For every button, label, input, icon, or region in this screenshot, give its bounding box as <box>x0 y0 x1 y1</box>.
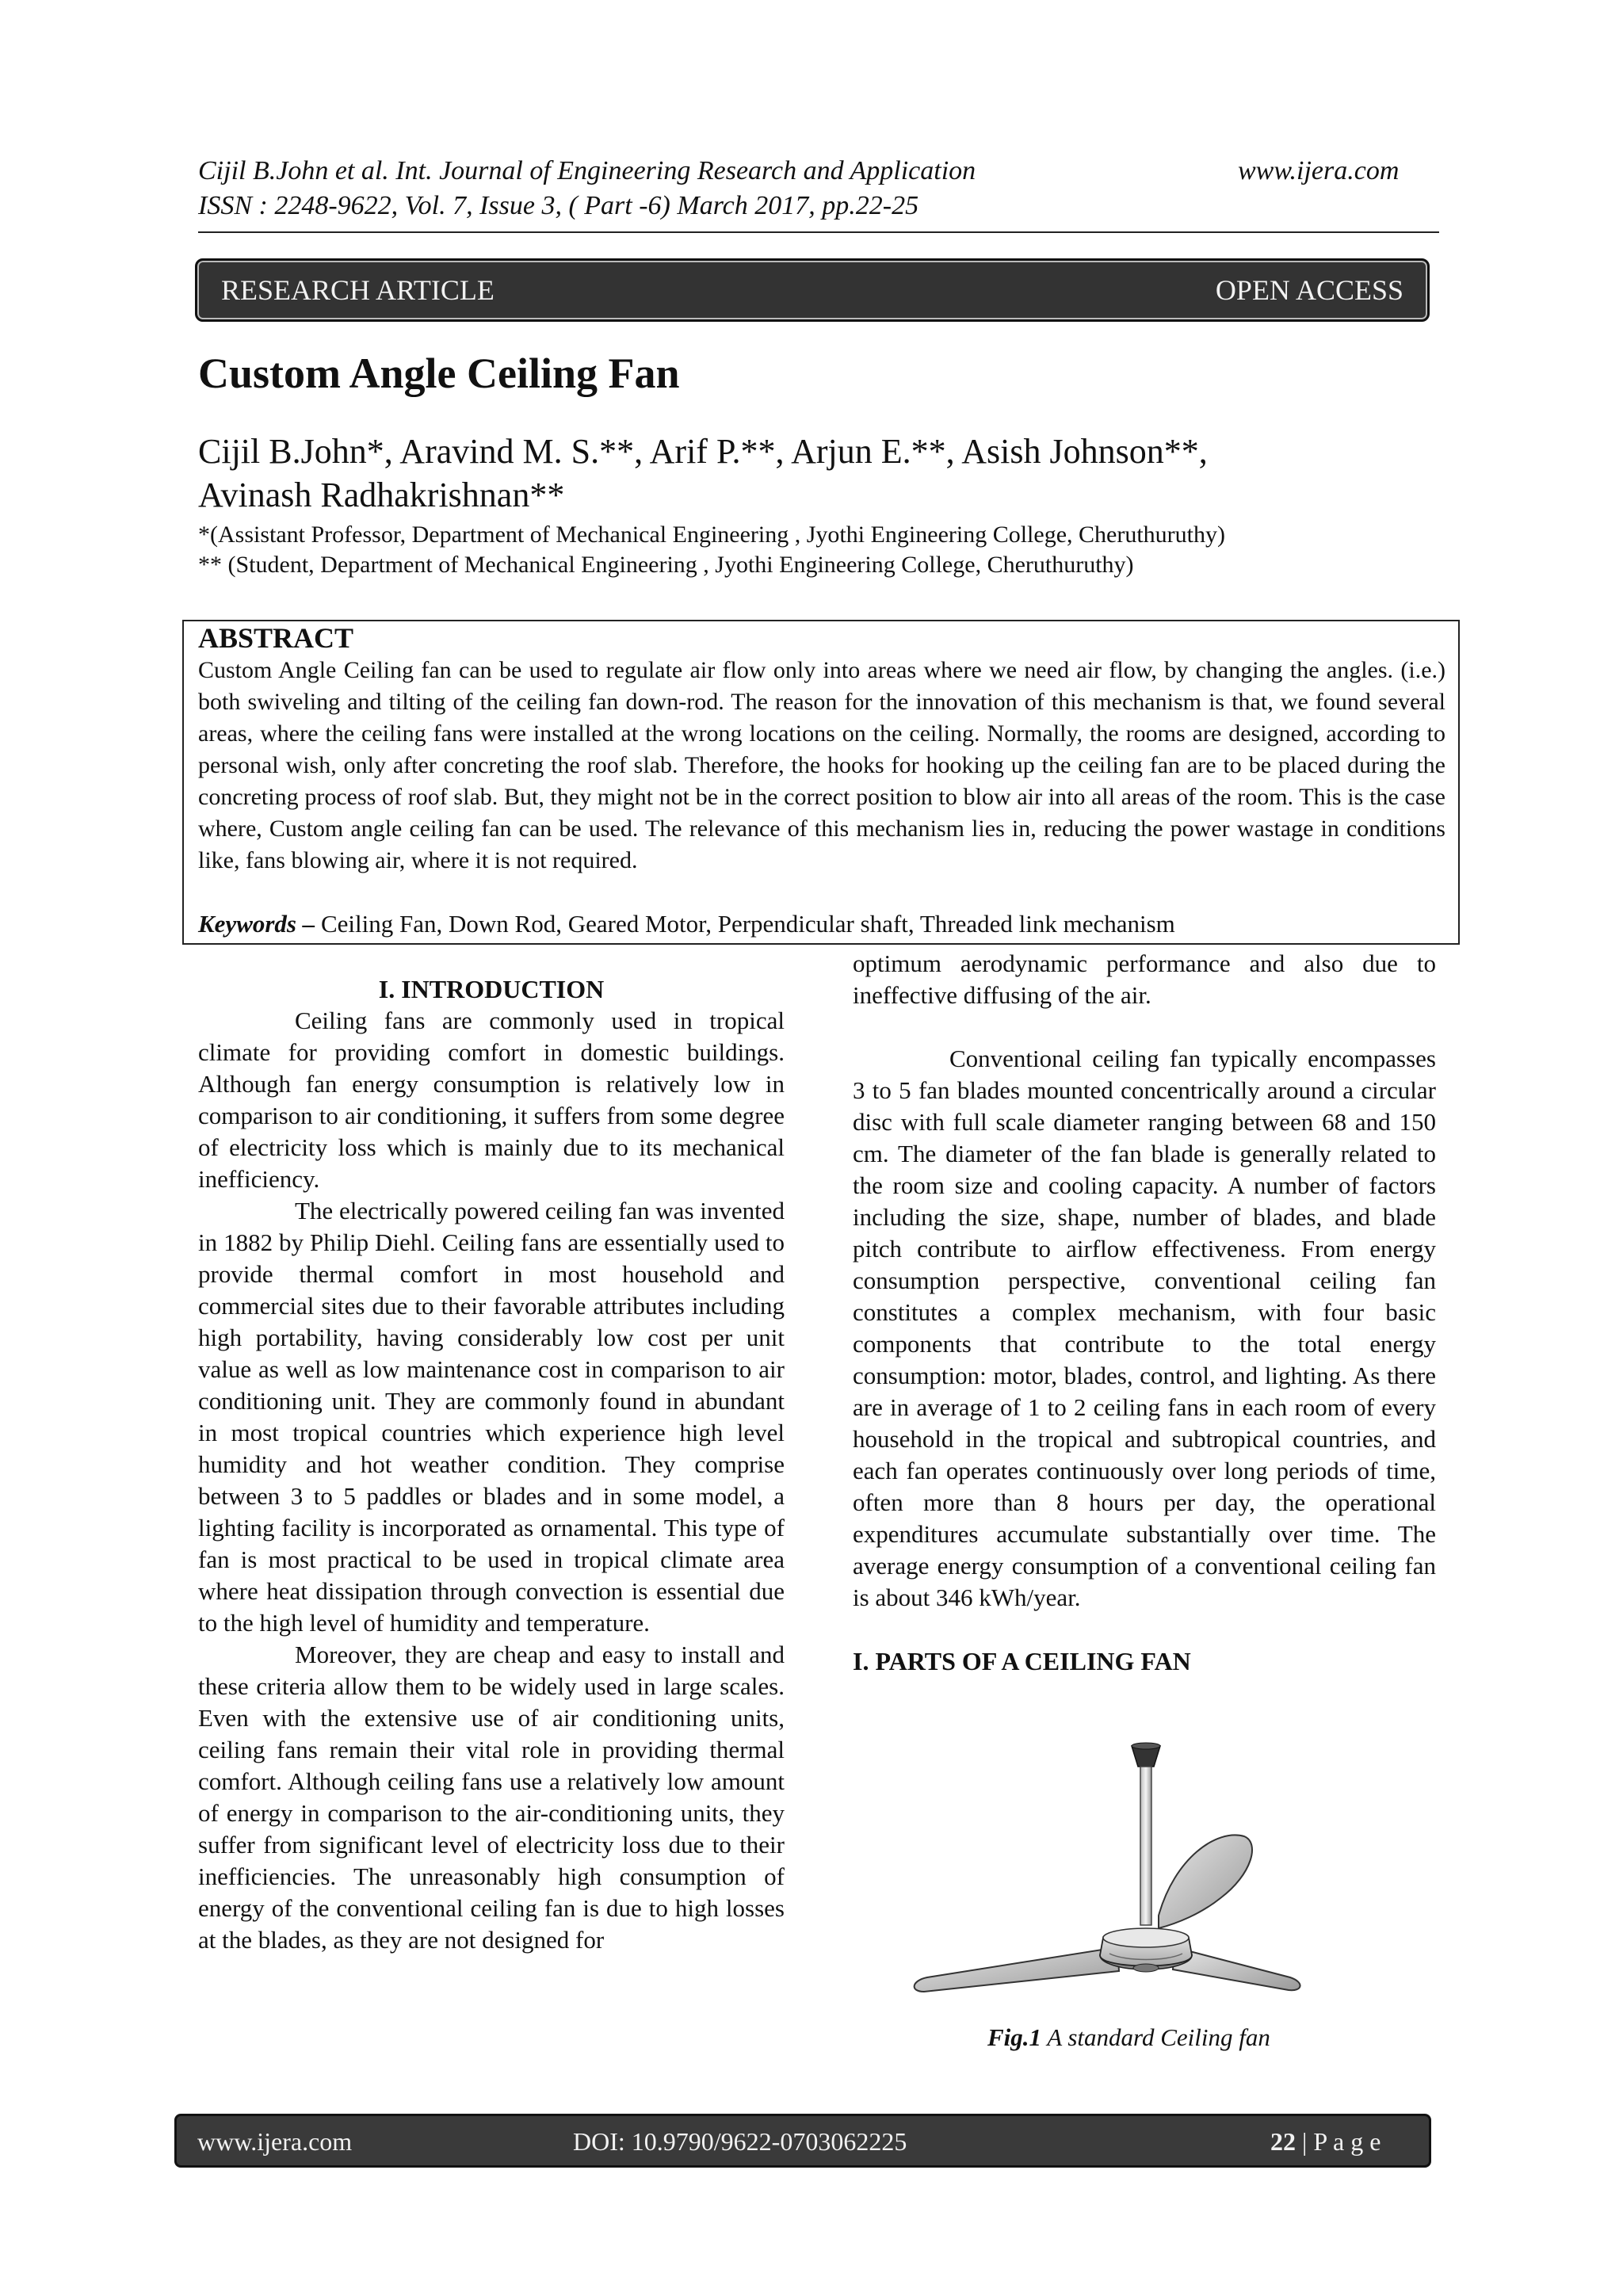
author-list <box>198 430 1208 517</box>
issn-line: ISSN : 2248-9622, Vol. 7, Issue 3, ( Part -6) March 2017, pp.22-25 <box>198 191 919 220</box>
ceiling-fan-illustration <box>896 1740 1308 2009</box>
abstract-heading: ABSTRACT <box>198 622 354 654</box>
right-continuation: optimum aerodynamic performance and also due to ineffective diffusing of the air. <box>853 949 1436 1009</box>
intro-paragraph-1: Ceiling fans are commonly used in tropical climate for providing comfort in domestic buildings. Although fan energy consumption is relatively low in comparison to air conditioning, it suffers from some degree of electricity loss which is mainly due to its mechanical inefficiency. <box>198 1007 785 1193</box>
footer-page <box>1270 2127 1381 2157</box>
page-suffix: | P a g e <box>1296 2127 1381 2156</box>
footer-website[interactable]: www.ijera.com <box>197 2127 353 2156</box>
research-article-label: RESEARCH ARTICLE <box>221 274 495 306</box>
abstract-text: Custom Angle Ceiling fan can be used to regulate air flow only into areas where we need air flow, by changing the angles. (i.e.) both swiveling and tilting of the ceiling fan down-rod. The reason for the innovation of this mechanism is that, we found several areas, where the ceiling fans were installed at the wrong locations on the ceiling. Normally, the rooms are designed, according to personal wish, only after concreting the roof slab. Therefore, the hooks for hooking up the ceiling fan are to be placed during the concreting process of roof slab. But, they might not be in the correct position to blow air into all areas of the room. This is the case where, Custom angle ceiling fan can be used. The relevance of this mechanism lies in, reducing the power wastage in conditions like, fans blowing air, where it is not required. <box>198 657 1445 873</box>
keywords <box>198 910 1175 938</box>
journal-citation: Cijil B.John et al. Int. Journal of Engineering Research and Application <box>198 156 976 185</box>
journal-website[interactable]: www.ijera.com <box>1238 156 1400 185</box>
article-type-banner <box>195 258 1430 322</box>
right-column <box>853 948 1436 1677</box>
page-number: 22 <box>1270 2127 1296 2156</box>
parts-heading: I. PARTS OF A CEILING FAN <box>853 1647 1191 1675</box>
open-access-label: OPEN ACCESS <box>1215 274 1403 306</box>
keywords-text: Ceiling Fan, Down Rod, Geared Motor, Perpendicular shaft, Threaded link mechanism <box>315 910 1175 938</box>
introduction-heading: I. INTRODUCTION <box>378 975 605 1003</box>
author-line-2: Avinash Radhakrishnan** <box>198 476 565 514</box>
header-rule <box>198 231 1439 233</box>
keywords-label: Keywords – <box>198 910 315 938</box>
affiliation-2: ** (Student, Department of Mechanical Engineering , Jyothi Engineering College, Cheruthuruthy) <box>198 552 1134 578</box>
intro-paragraph-2: The electrically powered ceiling fan was invented in 1882 by Philip Diehl. Ceiling fans are essentially used to provide thermal comfort in most household and commercial sites due to their favorable attributes including high portability, having considerably low cost per unit value as well as low maintenance cost in comparison to air conditioning unit. They are commonly found in abundant in most tropical countries which experience high level humidity and hot weather condition. They comprise between 3 to 5 paddles or blades and in some model, a lighting facility is incorporated as ornamental. This type of fan is most practical to be used in tropical climate area where heat dissipation through convection is essential due to the high level of humidity and temperature. <box>198 1197 785 1637</box>
right-paragraph: Conventional ceiling fan typically encompasses 3 to 5 fan blades mounted concentrically around a circular disc with full scale diameter ranging between 68 and 150 cm. The diameter of the fan blade is generally related to the room size and cooling capacity. A number of factors including the size, shape, number of blades, and blade pitch contribute to airflow effectiveness. From energy consumption perspective, conventional ceiling fan constitutes a complex mechanism, with four basic components that contribute to the total energy consumption: motor, blades, control, and lighting. As there are in average of 1 to 2 ceiling fans in each room of every household in the tropical and subtropical countries, and each fan operates continuously over long periods of time, often more than 8 hours per day, the operational expenditures accumulate substantially over time. The average energy consumption of a conventional ceiling fan is about 346 kWh/year. <box>853 1045 1436 1611</box>
page-footer <box>174 2114 1431 2168</box>
affiliation-1: *(Assistant Professor, Department of Mechanical Engineering , Jyothi Engineering College, Cheruthuruthy) <box>198 521 1225 548</box>
footer-doi[interactable]: DOI: 10.9790/9622-0703062225 <box>573 2127 907 2156</box>
intro-paragraph-3: Moreover, they are cheap and easy to install and these criteria allow them to be widely used in large scales. Even with the extensive use of air conditioning units, ceiling fans remain their vital role in providing thermal comfort. Although ceiling fans use a relatively low amount of energy in comparison to the air-conditioning units, they suffer from significant level of electricity loss due to their inefficiencies. The unreasonably high consumption of energy of the conventional ceiling fan is due to high losses at the blades, as they are not designed for <box>198 1641 785 1954</box>
left-column <box>198 973 785 1956</box>
author-line-1: Cijil B.John*, Aravind M. S.**, Arif P.**, Arjun E.**, Asish Johnson**, <box>198 432 1208 471</box>
figure-caption <box>987 2023 1270 2052</box>
figure-caption-text: A standard Ceiling fan <box>1041 2023 1270 2051</box>
paper-title: Custom Angle Ceiling Fan <box>198 350 680 397</box>
figure-label: Fig.1 <box>987 2023 1042 2051</box>
